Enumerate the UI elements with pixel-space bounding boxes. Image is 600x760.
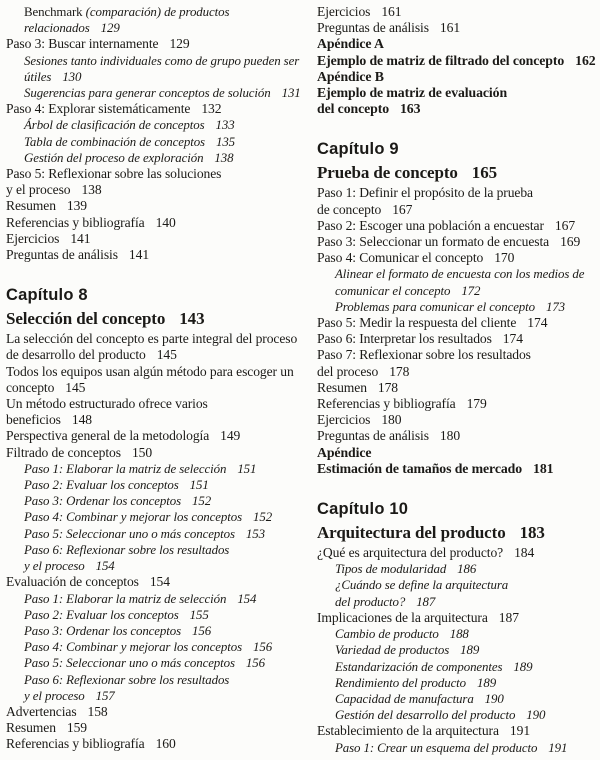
toc-entry bbox=[6, 20, 306, 36]
page-number: 135 bbox=[215, 134, 236, 149]
toc-entry bbox=[317, 299, 598, 315]
toc-entry bbox=[317, 234, 598, 250]
toc-entry-text: Paso 4: Explorar sistemáticamente bbox=[6, 101, 191, 117]
toc-entry-text: Sugerencias para generar conceptos de solución bbox=[24, 86, 271, 101]
page-number: 151 bbox=[189, 478, 209, 493]
toc-entry bbox=[317, 36, 598, 52]
chapter-label bbox=[6, 285, 306, 306]
toc-entry-text: Apéndice A bbox=[317, 36, 384, 52]
page-number: 141 bbox=[128, 247, 150, 263]
toc-entry bbox=[317, 577, 598, 593]
toc-entry-text: Todos los equipos usan algún método para escoger un bbox=[6, 363, 294, 379]
toc-entry bbox=[317, 396, 598, 412]
toc-left-column bbox=[6, 4, 306, 753]
chapter-title bbox=[6, 306, 306, 331]
toc-entry bbox=[6, 215, 306, 231]
toc-entry bbox=[6, 101, 306, 117]
page-number: 173 bbox=[545, 299, 566, 314]
toc-entry bbox=[317, 659, 598, 675]
toc-entry-text: Paso 1: Definir el propósito de la prueba bbox=[317, 185, 533, 201]
toc-entry bbox=[6, 509, 306, 525]
toc-entry-text: Rendimiento del producto bbox=[335, 675, 467, 690]
page-number: 190 bbox=[526, 708, 546, 723]
toc-entry bbox=[317, 594, 598, 610]
toc-entry bbox=[317, 707, 598, 723]
page-number: 179 bbox=[466, 396, 487, 412]
toc-entry-text: Filtrado de conceptos bbox=[6, 444, 121, 460]
toc-entry bbox=[6, 396, 306, 412]
page-number: 130 bbox=[62, 69, 82, 84]
toc-entry-text: Sesiones tanto individuales como de grupo pueden ser bbox=[24, 53, 300, 68]
toc-entry-text: (comparación) de productos bbox=[85, 5, 230, 19]
page-number: 189 bbox=[460, 643, 480, 658]
toc-entry-text: del concepto bbox=[317, 101, 389, 117]
page-number: 161 bbox=[439, 20, 461, 36]
page-number: 162 bbox=[575, 52, 596, 68]
toc-entry-text: Alinear el formato de encuesta con los medios de bbox=[335, 267, 585, 282]
toc-entry-text: Paso 6: Reflexionar sobre los resultados bbox=[24, 542, 230, 557]
toc-entry-text: Paso 2: Evaluar los conceptos bbox=[24, 478, 179, 493]
section-gap bbox=[317, 477, 598, 499]
page-number: 158 bbox=[87, 703, 108, 719]
toc-entry-text: Paso 2: Escoger una población a encuestar bbox=[317, 217, 544, 233]
toc-entry bbox=[317, 545, 598, 561]
page-number: 167 bbox=[392, 201, 413, 217]
toc-entry-text: La selección del concepto es parte integral del proceso bbox=[6, 331, 298, 347]
toc-entry-text: Capítulo 8 bbox=[6, 286, 88, 305]
page-number: 170 bbox=[494, 250, 515, 266]
page-number: 178 bbox=[377, 379, 398, 395]
toc-entry bbox=[6, 331, 306, 347]
toc-entry-text: Resumen bbox=[6, 720, 56, 736]
page-number: 183 bbox=[519, 523, 545, 543]
toc-entry-text: Gestión del desarrollo del producto bbox=[335, 708, 516, 723]
page-number: 187 bbox=[498, 609, 519, 625]
toc-entry-text: Capítulo 9 bbox=[317, 140, 399, 159]
toc-entry bbox=[317, 85, 598, 101]
page-number: 145 bbox=[65, 379, 86, 395]
toc-entry bbox=[317, 69, 598, 85]
toc-entry-text: y el proceso bbox=[6, 182, 71, 198]
page-number: 152 bbox=[192, 494, 212, 509]
page-number: 191 bbox=[509, 723, 531, 739]
toc-entry-text: útiles bbox=[24, 69, 52, 84]
toc-entry-text: Paso 1: Crear un esquema del producto bbox=[335, 740, 538, 755]
page-number: 138 bbox=[214, 150, 234, 165]
toc-entry-text: Implicaciones de la arquitectura bbox=[317, 609, 488, 625]
page-number: 154 bbox=[95, 559, 115, 574]
toc-entry-text: Ejercicios bbox=[6, 230, 60, 246]
page-number: 148 bbox=[71, 412, 92, 428]
toc-entry-text: y el proceso bbox=[24, 688, 85, 703]
toc-entry-text: Paso 4: Comunicar el concepto bbox=[317, 250, 484, 266]
toc-entry-text: Ejemplo de matriz de evaluación bbox=[317, 85, 508, 101]
page-number: 174 bbox=[502, 331, 523, 347]
toc-entry-roman-prefix: Benchmark bbox=[24, 5, 83, 19]
toc-entry-text: Apéndice bbox=[317, 444, 372, 460]
toc-entry bbox=[6, 134, 306, 150]
toc-entry-text: Perspectiva general de la metodología bbox=[6, 428, 210, 444]
toc-entry bbox=[6, 477, 306, 493]
page-number: 129 bbox=[100, 21, 120, 36]
toc-entry-text: Paso 5: Seleccionar uno o más conceptos bbox=[24, 656, 235, 671]
toc-entry bbox=[6, 347, 306, 363]
toc-entry-text: Referencias y bibliografía bbox=[6, 736, 145, 752]
page-number: 154 bbox=[237, 591, 257, 606]
toc-entry bbox=[317, 445, 598, 461]
toc-entry bbox=[6, 198, 306, 214]
page-number: 178 bbox=[389, 363, 410, 379]
toc-entry bbox=[6, 655, 306, 671]
toc-entry-text: beneficios bbox=[6, 412, 61, 428]
toc-entry-text: Árbol de clasificación de conceptos bbox=[24, 118, 205, 133]
toc-entry-text: del producto? bbox=[335, 594, 406, 609]
page-number: 156 bbox=[192, 623, 212, 638]
toc-entry bbox=[6, 182, 306, 198]
page-number: 152 bbox=[253, 510, 273, 525]
toc-entry-text: Referencias y bibliografía bbox=[317, 396, 456, 412]
toc-entry bbox=[6, 542, 306, 558]
page-number: 167 bbox=[554, 217, 576, 233]
page-number: 155 bbox=[189, 607, 209, 622]
page-number: 150 bbox=[131, 444, 153, 460]
toc-entry-text: Selección del concepto bbox=[6, 309, 166, 329]
toc-entry bbox=[317, 740, 598, 756]
toc-entry-text: Paso 3: Ordenar los conceptos bbox=[24, 494, 182, 509]
toc-entry-text: Prueba de concepto bbox=[317, 163, 458, 183]
toc-entry bbox=[6, 36, 306, 52]
toc-entry bbox=[6, 688, 306, 704]
toc-entry-text: Advertencias bbox=[6, 703, 77, 719]
toc-entry bbox=[6, 445, 306, 461]
toc-entry bbox=[317, 364, 598, 380]
toc-entry-text: Paso 6: Reflexionar sobre los resultados bbox=[24, 672, 230, 687]
page-number: 151 bbox=[237, 461, 257, 476]
toc-entry bbox=[6, 493, 306, 509]
toc-entry bbox=[317, 331, 598, 347]
toc-entry-text: Preguntas de análisis bbox=[6, 247, 118, 263]
page-number: 160 bbox=[155, 736, 176, 752]
toc-entry-text: Paso 1: Elaborar la matriz de selección bbox=[24, 461, 227, 476]
page-number: 165 bbox=[471, 163, 497, 183]
toc-entry bbox=[6, 704, 306, 720]
toc-entry-text: Paso 4: Combinar y mejorar los conceptos bbox=[24, 640, 242, 655]
toc-entry-text: Paso 7: Reflexionar sobre los resultados bbox=[317, 347, 531, 363]
page-number: 161 bbox=[381, 4, 402, 19]
page-number: 191 bbox=[548, 740, 568, 755]
toc-entry bbox=[317, 250, 598, 266]
toc-entry-text: Estandarización de componentes bbox=[335, 659, 503, 674]
page-number: 163 bbox=[400, 101, 421, 117]
toc-entry-text: Resumen bbox=[6, 198, 56, 214]
toc-entry bbox=[317, 315, 598, 331]
toc-entry-text: Paso 2: Evaluar los conceptos bbox=[24, 607, 179, 622]
toc-entry-text: Paso 5: Medir la respuesta del cliente bbox=[317, 315, 517, 331]
toc-entry-text: Paso 5: Reflexionar sobre las soluciones bbox=[6, 166, 222, 182]
toc-entry bbox=[6, 591, 306, 607]
toc-entry-text: Evaluación de conceptos bbox=[6, 574, 139, 590]
toc-entry-text: Tabla de combinación de conceptos bbox=[24, 134, 205, 149]
toc-entry bbox=[317, 202, 598, 218]
toc-entry bbox=[317, 691, 598, 707]
toc-entry-text: Resumen bbox=[317, 379, 367, 395]
toc-entry-text: Capítulo 10 bbox=[317, 500, 409, 519]
toc-entry bbox=[6, 607, 306, 623]
toc-entry bbox=[6, 166, 306, 182]
page-number: 172 bbox=[461, 283, 481, 298]
toc-entry bbox=[6, 526, 306, 542]
chapter-title bbox=[317, 160, 598, 185]
toc-entry bbox=[317, 4, 598, 20]
toc-entry-text: Establecimiento de la arquitectura bbox=[317, 723, 499, 739]
toc-entry bbox=[6, 364, 306, 380]
page-number: 187 bbox=[416, 594, 436, 609]
toc-entry-text: Paso 5: Seleccionar uno o más conceptos bbox=[24, 526, 235, 541]
toc-entry bbox=[317, 723, 598, 739]
page-number: 184 bbox=[514, 545, 535, 561]
toc-entry-text: Paso 3: Ordenar los conceptos bbox=[24, 623, 182, 638]
toc-entry bbox=[6, 4, 306, 20]
toc-entry-text: ¿Qué es arquitectura del producto? bbox=[317, 545, 504, 561]
page-number: 169 bbox=[560, 234, 581, 250]
page-number: 157 bbox=[95, 688, 115, 703]
page-number: 133 bbox=[215, 118, 235, 133]
toc-entry-text: comunicar el concepto bbox=[335, 283, 451, 298]
page-number: 189 bbox=[513, 659, 533, 674]
toc-entry-text: Paso 3: Buscar internamente bbox=[6, 36, 159, 52]
toc-entry-text: Ejercicios bbox=[317, 4, 371, 19]
toc-entry bbox=[317, 53, 598, 69]
page-number: 189 bbox=[477, 675, 497, 690]
toc-entry-text: concepto bbox=[6, 379, 55, 395]
toc-entry-text: relacionados bbox=[24, 21, 90, 36]
toc-entry bbox=[6, 247, 306, 263]
toc-entry-text: Capacidad de manufactura bbox=[335, 691, 474, 706]
toc-entry bbox=[317, 185, 598, 201]
chapter-title bbox=[317, 520, 598, 545]
toc-entry bbox=[6, 574, 306, 590]
toc-entry-text: Problemas para comunicar el concepto bbox=[335, 299, 535, 314]
toc-entry bbox=[6, 85, 306, 101]
toc-entry bbox=[317, 283, 598, 299]
toc-entry-text: Cambio de producto bbox=[335, 627, 439, 642]
toc-entry-text: Un método estructurado ofrece varios bbox=[6, 396, 208, 412]
toc-entry bbox=[6, 623, 306, 639]
page-number: 180 bbox=[439, 428, 461, 444]
toc-right-column bbox=[317, 4, 598, 756]
toc-entry bbox=[6, 231, 306, 247]
toc-entry-text: Estimación de tamaños de mercado bbox=[317, 460, 523, 476]
page-number: 181 bbox=[533, 460, 554, 476]
toc-entry-text: Paso 1: Elaborar la matriz de selección bbox=[24, 591, 227, 606]
toc-entry-text: Arquitectura del producto bbox=[317, 523, 506, 543]
toc-entry bbox=[317, 610, 598, 626]
toc-entry-text: Gestión del proceso de exploración bbox=[24, 150, 204, 165]
toc-entry-text: Tipos de modularidad bbox=[335, 562, 447, 577]
page-number: 139 bbox=[66, 198, 87, 214]
toc-entry bbox=[317, 675, 598, 691]
toc-entry bbox=[317, 561, 598, 577]
toc-entry bbox=[6, 428, 306, 444]
page-number: 131 bbox=[281, 86, 301, 101]
page-number: 141 bbox=[70, 230, 91, 246]
toc-entry-text: ¿Cuándo se define la arquitectura bbox=[335, 578, 509, 593]
toc-entry bbox=[6, 639, 306, 655]
page-number: 138 bbox=[81, 182, 102, 198]
section-gap bbox=[6, 263, 306, 285]
toc-entry bbox=[6, 117, 306, 133]
toc-entry bbox=[6, 380, 306, 396]
toc-entry bbox=[6, 53, 306, 69]
toc-entry bbox=[317, 461, 598, 477]
page-number: 156 bbox=[253, 640, 273, 655]
chapter-label bbox=[317, 139, 598, 160]
page-number: 156 bbox=[245, 656, 265, 671]
toc-entry bbox=[317, 266, 598, 282]
page-number: 149 bbox=[220, 428, 241, 444]
toc-entry bbox=[317, 218, 598, 234]
page-number: 154 bbox=[149, 574, 170, 590]
toc-entry-text: Variedad de productos bbox=[335, 643, 450, 658]
toc-entry bbox=[6, 672, 306, 688]
toc-entry bbox=[317, 412, 598, 428]
toc-entry-text: Referencias y bibliografía bbox=[6, 214, 145, 230]
toc-entry bbox=[6, 720, 306, 736]
page-number: 153 bbox=[245, 526, 265, 541]
toc-entry bbox=[317, 428, 598, 444]
toc-entry-text: Apéndice B bbox=[317, 68, 384, 84]
toc-entry bbox=[317, 101, 598, 117]
page-number: 180 bbox=[381, 412, 402, 428]
page-number: 188 bbox=[449, 627, 469, 642]
page-number: 129 bbox=[169, 36, 190, 52]
toc-entry bbox=[317, 626, 598, 642]
toc-entry-text: de desarrollo del producto bbox=[6, 347, 146, 363]
toc-entry-text: Preguntas de análisis bbox=[317, 20, 429, 36]
toc-entry-text: Paso 4: Combinar y mejorar los conceptos bbox=[24, 510, 242, 525]
section-gap bbox=[317, 117, 598, 139]
page-number: 140 bbox=[155, 214, 176, 230]
toc-entry bbox=[317, 20, 598, 36]
page-number: 143 bbox=[179, 309, 205, 329]
page-number: 145 bbox=[156, 347, 177, 363]
toc-entry-text: Paso 3: Seleccionar un formato de encuesta bbox=[317, 234, 550, 250]
toc-entry bbox=[317, 347, 598, 363]
page-number: 174 bbox=[527, 315, 548, 331]
toc-entry bbox=[317, 642, 598, 658]
toc-entry bbox=[6, 412, 306, 428]
page-number: 132 bbox=[201, 101, 222, 117]
toc-entry-text: Preguntas de análisis bbox=[317, 428, 429, 444]
toc-entry bbox=[317, 380, 598, 396]
toc-entry bbox=[6, 69, 306, 85]
toc-entry bbox=[6, 150, 306, 166]
page-number: 186 bbox=[457, 562, 477, 577]
toc-entry-text: Ejercicios bbox=[317, 412, 371, 428]
chapter-label bbox=[317, 499, 598, 520]
toc-entry-text: Ejemplo de matriz de filtrado del concepto bbox=[317, 52, 565, 68]
toc-entry-text: y el proceso bbox=[24, 559, 85, 574]
toc-entry bbox=[6, 736, 306, 752]
toc-entry-text: Paso 6: Interpretar los resultados bbox=[317, 331, 492, 347]
toc-entry-text: del proceso bbox=[317, 363, 379, 379]
toc-entry bbox=[6, 461, 306, 477]
toc-entry bbox=[6, 558, 306, 574]
toc-entry-text: de concepto bbox=[317, 201, 382, 217]
page-number: 159 bbox=[66, 720, 87, 736]
page-number: 190 bbox=[484, 691, 504, 706]
